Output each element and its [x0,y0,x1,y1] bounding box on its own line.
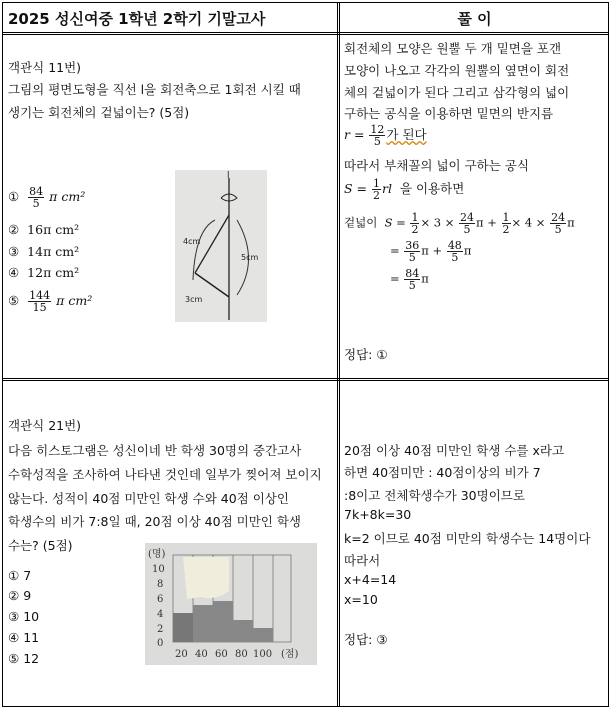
bar-0-20 [173,613,193,642]
solution-line: k=2 이므로 40점 미만의 학생수는 14명이다 [344,531,591,546]
q2-option-3[interactable]: ③ 10 [8,609,40,624]
bar-20-40 [193,605,213,642]
solution-line: 7k+8k=30 [344,507,412,522]
torn-paper [183,557,229,599]
solution-line: x+4=14 [344,572,397,587]
q1-figure-photo [175,170,267,322]
q1-option-1[interactable] [8,186,85,209]
y-tick: 8 [157,579,164,590]
histogram-photo [145,543,317,665]
q2-text-line: 수는? (5점) [8,538,73,553]
y-tick: 0 [157,638,164,649]
x-tick: 40 [195,649,208,660]
bar-80-100 [253,628,273,642]
q2-text-line: 학생수의 비가 7:8일 때, 20점 이상 40점 미만인 학생 [8,514,301,529]
q2-option-1[interactable]: ① 7 [8,568,32,583]
x-tick: 80 [235,649,248,660]
solution-line: 체의 겉넓이가 된다 그리고 삼각형의 넓이 [344,85,570,100]
bar-60-80 [233,620,253,642]
q2-option-4[interactable]: ④ 11 [8,630,40,645]
column-divider [337,2,340,707]
solution-line: :8이고 전체학생수가 30명이므로 [344,488,525,503]
solution-line: 따라서 부채꼴의 넓이 구하는 공식 [344,158,529,173]
axis-label: l [227,171,230,181]
x-tick: 100 [253,649,273,660]
option-mark: ① [8,189,20,204]
y-tick: 6 [157,594,164,605]
row-divider [2,378,609,381]
histogram [145,543,317,665]
q1-text-line: 생기는 회전체의 겉넓이는? (5점) [8,105,190,120]
x-tick: 60 [215,649,228,660]
q2-number: 객관식 21번) [8,418,82,433]
area-equation-3: = $\frac{84}{5}$ π [390,267,429,292]
x-tick: 20 [175,649,188,660]
solution-line: 하면 40점미만 : 40점이상의 비가 7 [344,465,541,480]
q2-text-line: 수학성적을 조사하여 나타낸 것인데 일부가 찢어져 보이지 [8,467,322,482]
fraction: $\frac{84}{5}$ [29,185,44,210]
area-equation-1: 겉넓이 S = $\frac{1}{2}$ × 3 × $\frac{24}{5}$ π + $\frac{1}{2}$ × 4 × $\frac{24}{5}$ π [344,211,575,236]
q1-option-4[interactable]: ④ 12π cm² [8,265,80,280]
y-unit: (명) [148,549,166,560]
q1-option-5[interactable]: ⑤ $\frac{144}{15}$ π cm² [8,289,93,314]
svg-text:3cm: 3cm [185,295,203,304]
solution-header: 풀 이 [457,10,492,28]
radius-formula: r = $\frac{12}{5}$ 가 된다 [344,123,427,148]
solution-line: 회전체의 모양은 원뿔 두 개 밑면을 포갠 [344,41,562,56]
solution-line: 모양이 나오고 각각의 원뿔의 옆면이 회전 [344,63,570,78]
solution-line: x=10 [344,592,378,607]
option-unit: π cm² [49,189,86,204]
sector-formula: S = $\frac{1}{2}$ rl 을 이용하면 [344,177,465,202]
q1-option-2[interactable]: ② 16π cm² [8,222,80,237]
solution-line: 따라서 [344,553,381,568]
y-tick: 10 [152,564,165,575]
area-equation-2: = $\frac{36}{5}$ π + $\frac{48}{5}$ π [390,239,472,264]
q2-answer: 정답: ③ [344,632,388,647]
exam-title: 2025 성신여중 1학년 2학기 기말고사 [8,10,266,28]
solution-line: 구하는 공식을 이용하면 밑면의 반지름 [344,106,554,121]
rotation-triangle-figure [175,170,267,322]
q1-number: 객관식 11번) [8,60,82,75]
q1-answer: 정답: ① [344,347,388,362]
q2-text-line: 않는다. 성적이 40점 미만인 학생 수와 40점 이상인 [8,491,289,506]
solution-line: 20점 이상 40점 미만인 학생 수를 x라고 [344,443,565,458]
y-tick: 2 [157,624,164,635]
svg-text:4cm: 4cm [183,237,201,246]
header-divider [2,32,609,35]
svg-text:5cm: 5cm [241,253,259,262]
q2-option-2[interactable]: ② 9 [8,588,32,603]
x-unit: (점) [281,649,299,660]
q1-option-3[interactable]: ③ 14π cm² [8,244,80,259]
q1-text-line: 그림의 평면도형을 직선 l을 회전축으로 1회전 시킬 때 [8,82,301,97]
q2-option-5[interactable]: ⑤ 12 [8,651,40,666]
y-tick: 4 [157,609,164,620]
q2-text-line: 다음 히스토그램은 성신이네 반 학생 30명의 중간고사 [8,443,302,458]
bar-40-60 [213,601,233,642]
